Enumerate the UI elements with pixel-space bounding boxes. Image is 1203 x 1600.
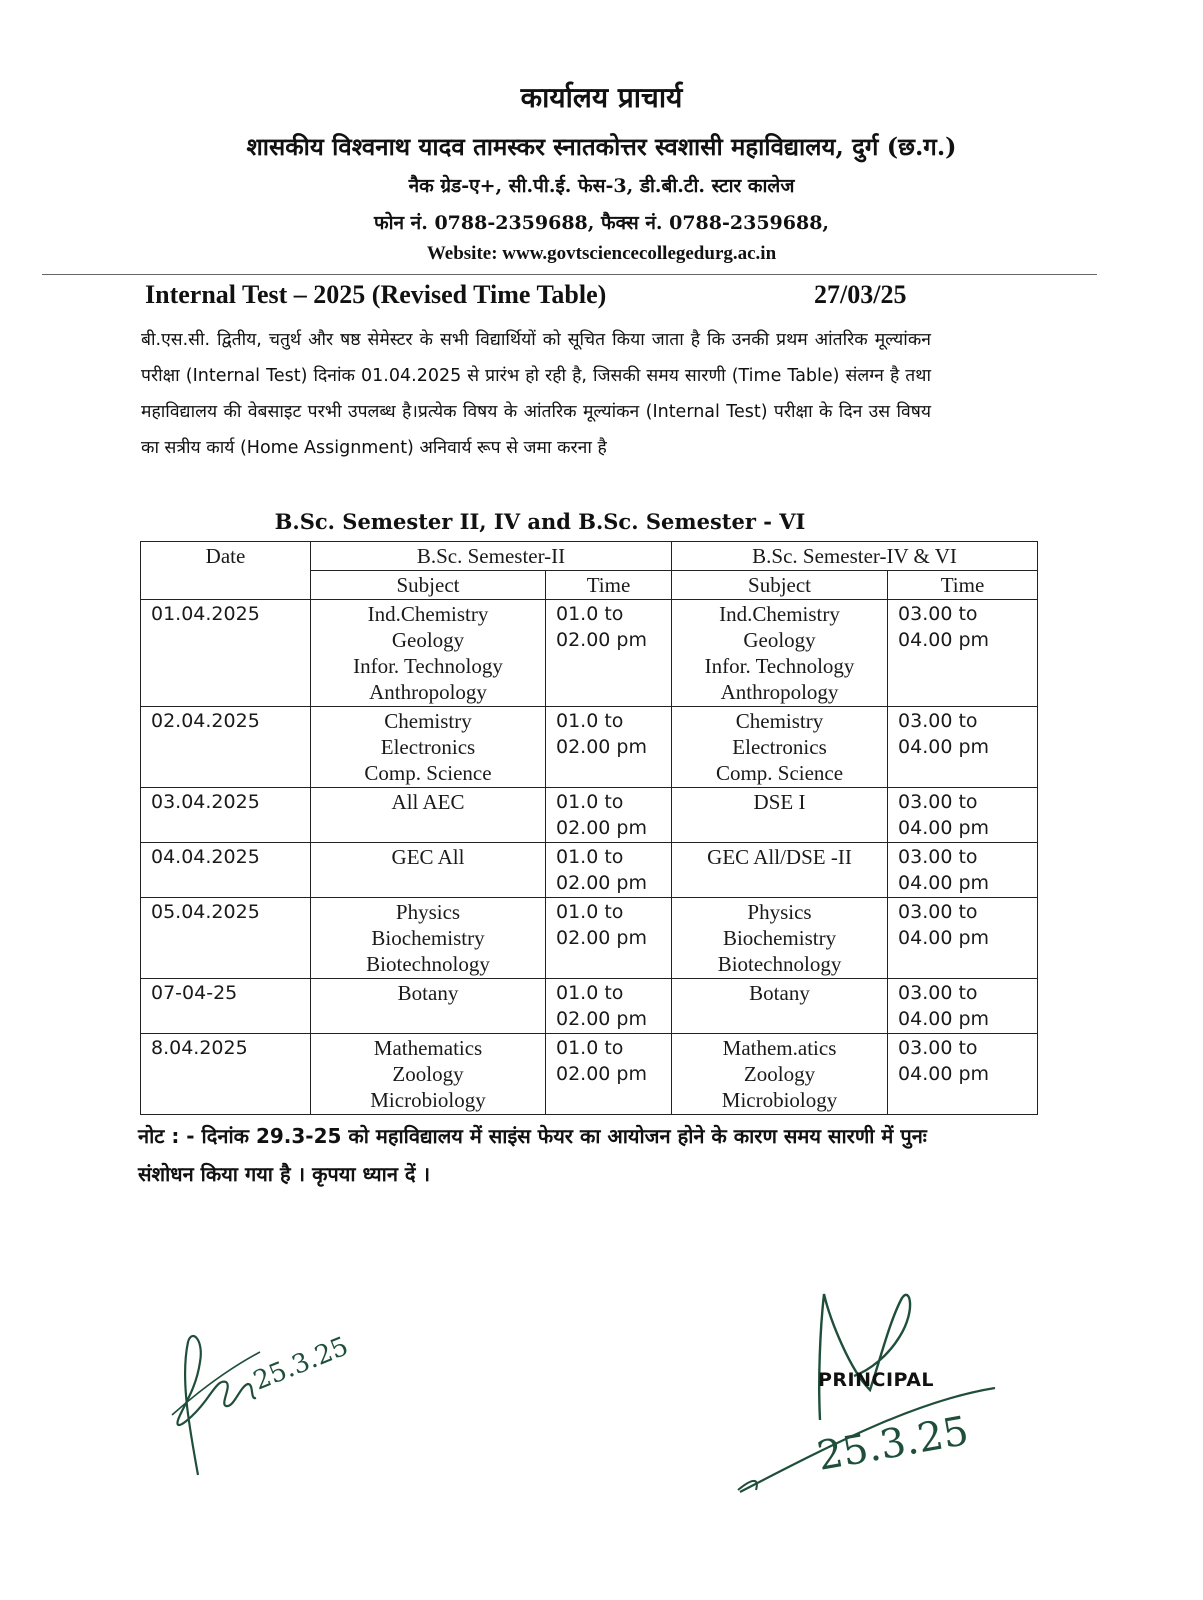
- row-date: 01.04.2025: [141, 600, 311, 707]
- college-name: शासकीय विश्वनाथ यादव तामस्कर स्नातकोत्तर स्वशासी महाविद्यालय, दुर्ग (छ.ग.): [246, 132, 957, 161]
- sem46-subjects-line: Infor. Technology: [704, 654, 855, 678]
- sem46-time-line: 04.00 pm: [898, 872, 990, 894]
- sem2-subjects-line: Biochemistry: [371, 926, 485, 950]
- sem46-time-line: 03.00 to: [898, 846, 978, 868]
- test-date: 27/03/25: [814, 280, 907, 309]
- sem2-time-line: 01.0 to: [556, 1037, 624, 1059]
- header-divider: [42, 274, 1097, 275]
- sem2-subjects-line: All AEC: [391, 790, 465, 814]
- sem46-subjects-line: Comp. Science: [715, 761, 844, 785]
- sem2-subjects-line: GEC All: [391, 845, 465, 869]
- sem46-subjects-line: Botany: [749, 981, 810, 1005]
- sem2-subjects: [311, 979, 546, 1034]
- sem46-subjects: [672, 898, 888, 979]
- sem2-time-line: 01.0 to: [556, 603, 624, 625]
- sem2-time-line: 01.0 to: [556, 982, 624, 1004]
- sem46-subjects-line: Electronics: [732, 735, 827, 759]
- sem2-time: [546, 600, 672, 707]
- sem2-time-line: 02.00 pm: [556, 817, 648, 839]
- left-signature-date: 25.3.25: [249, 1331, 353, 1397]
- sem2-time: [546, 788, 672, 843]
- time-table-body: [141, 600, 1038, 1115]
- sem46-time: [888, 707, 1038, 788]
- left-signature: [160, 1320, 390, 1490]
- sem2-subjects-line: Physics: [395, 900, 461, 924]
- sem46-time: [888, 600, 1038, 707]
- header-sem2-time: Time: [546, 571, 672, 600]
- sem46-subjects: [672, 788, 888, 843]
- sem2-subjects-line: Geology: [391, 628, 465, 652]
- row-date: 03.04.2025: [141, 788, 311, 843]
- sem2-subjects-line: Comp. Science: [364, 761, 492, 785]
- sem2-subjects: [311, 843, 546, 898]
- sem46-time: [888, 898, 1038, 979]
- sem2-time-line: 02.00 pm: [556, 629, 648, 651]
- sem2-subjects: [311, 788, 546, 843]
- sem46-subjects: [672, 843, 888, 898]
- header-sem46-subject: Subject: [672, 571, 888, 600]
- header-sem46: B.Sc. Semester-IV & VI: [672, 542, 1038, 571]
- principal-signature: [720, 1280, 1040, 1510]
- sem46-subjects-line: Microbiology: [721, 1088, 838, 1112]
- accreditation-line: नैक ग्रेड-ए+, सी.पी.ई. फेस-3, डी.बी.टी. स्टार कालेज: [408, 175, 795, 197]
- sem46-time: [888, 788, 1038, 843]
- sem46-time: [888, 843, 1038, 898]
- sem2-subjects-line: Ind.Chemistry: [367, 602, 489, 626]
- contact-line: फोन नं. 0788-2359688, फैक्स नं. 0788-2359688,: [373, 212, 830, 234]
- table-row: [141, 600, 1038, 707]
- sem2-time-line: 02.00 pm: [556, 1008, 648, 1030]
- sem46-time-line: 04.00 pm: [898, 817, 990, 839]
- sem2-subjects-line: Anthropology: [369, 680, 487, 704]
- table-row: [141, 1034, 1038, 1115]
- time-table: [140, 541, 1038, 1115]
- sem46-time-line: 03.00 to: [898, 603, 978, 625]
- sem46-subjects-line: Physics: [747, 900, 812, 924]
- sem2-subjects-line: Biotechnology: [366, 952, 490, 976]
- sem2-subjects-line: Botany: [397, 981, 459, 1005]
- sem2-subjects: [311, 600, 546, 707]
- sem46-time-line: 03.00 to: [898, 982, 978, 1004]
- table-heading: B.Sc. Semester II, IV and B.Sc. Semester - VI: [274, 509, 806, 534]
- sem46-subjects-line: Geology: [743, 628, 816, 652]
- sem2-time: [546, 898, 672, 979]
- website-line: Website: www.govtsciencecollegedurg.ac.in: [426, 243, 777, 264]
- sem2-subjects: [311, 707, 546, 788]
- sem46-time-line: 03.00 to: [898, 791, 978, 813]
- sem46-time-line: 03.00 to: [898, 901, 978, 923]
- sem46-subjects-line: GEC All/DSE -II: [707, 845, 852, 869]
- header-sem46-time: Time: [888, 571, 1038, 600]
- sem46-time: [888, 979, 1038, 1034]
- office-title: कार्यालय प्राचार्य: [520, 81, 683, 114]
- sem2-subjects-line: Microbiology: [370, 1088, 486, 1112]
- sem2-time-line: 02.00 pm: [556, 736, 648, 758]
- sem46-time-line: 04.00 pm: [898, 736, 990, 758]
- sem2-time-line: 01.0 to: [556, 846, 624, 868]
- row-date: 8.04.2025: [141, 1034, 311, 1115]
- test-title: Internal Test – 2025 (Revised Time Table): [145, 280, 607, 309]
- sem46-subjects-line: Zoology: [743, 1062, 816, 1086]
- row-date: 02.04.2025: [141, 707, 311, 788]
- sem46-subjects-line: Biochemistry: [722, 926, 837, 950]
- header-date: Date: [141, 542, 311, 600]
- table-row: [141, 843, 1038, 898]
- sem46-subjects: [672, 600, 888, 707]
- sem2-subjects-line: Mathematics: [373, 1036, 483, 1060]
- sem46-subjects: [672, 1034, 888, 1115]
- revision-note: नोट : - दिनांक 29.3-25 को महाविद्यालय में साइंस फेयर का आयोजन होने के कारण समय सारणी में पुनः संशोधन किया गया है । कृपया ध्यान दें ।: [138, 1124, 927, 1186]
- sem2-time-line: 02.00 pm: [556, 872, 648, 894]
- sem2-time-line: 01.0 to: [556, 791, 624, 813]
- table-row: [141, 979, 1038, 1034]
- sem46-subjects-line: Mathem.atics: [722, 1036, 837, 1060]
- sem46-subjects-line: Anthropology: [720, 680, 839, 704]
- sem46-subjects-line: Biotechnology: [717, 952, 842, 976]
- sem2-subjects-line: Zoology: [392, 1062, 464, 1086]
- sem2-time: [546, 979, 672, 1034]
- notice-paragraph: बी.एस.सी. द्वितीय, चतुर्थ और षष्ठ सेमेस्टर के सभी विद्यार्थियों को सूचित किया जाता है कि उनकी प्रथम आंतरिक मूल्यांकन परीक्षा (Internal Test) दिनांक 01.04.2025 से प्रारंभ हो रही है, जिसकी समय सारणी (Time Table) संलग्न है तथा महाविद्यालय की वेबसाइट परभी उपलब्ध है।प्रत्येक विषय के आंतरिक मूल्यांकन (Internal Test) परीक्षा के दिन उस विषय का सत्रीय कार्य (Home Assignment) अनिवार्य रूप से जमा करना है: [141, 330, 931, 458]
- sem46-subjects-line: Ind.Chemistry: [719, 602, 840, 626]
- sem46-time: [888, 1034, 1038, 1115]
- table-row: [141, 898, 1038, 979]
- sem46-time-line: 04.00 pm: [898, 1063, 990, 1085]
- principal-signature-date: 25.3.25: [813, 1408, 973, 1480]
- sem2-time: [546, 1034, 672, 1115]
- sem2-time-line: 02.00 pm: [556, 1063, 648, 1085]
- sem46-subjects: [672, 707, 888, 788]
- sem46-time-line: 04.00 pm: [898, 927, 990, 949]
- sem46-time-line: 04.00 pm: [898, 629, 990, 651]
- sem46-time-line: 03.00 to: [898, 1037, 978, 1059]
- sem2-subjects-line: Electronics: [380, 735, 476, 759]
- sem2-time: [546, 707, 672, 788]
- row-date: 07-04-25: [141, 979, 311, 1034]
- row-date: 04.04.2025: [141, 843, 311, 898]
- sem46-subjects-line: Chemistry: [735, 709, 824, 733]
- principal-label: PRINCIPAL: [818, 1369, 935, 1391]
- sem2-time-line: 01.0 to: [556, 710, 624, 732]
- sem46-time-line: 03.00 to: [898, 710, 978, 732]
- sem2-time-line: 02.00 pm: [556, 927, 648, 949]
- row-date: 05.04.2025: [141, 898, 311, 979]
- table-row: [141, 788, 1038, 843]
- sem2-time: [546, 843, 672, 898]
- sem2-subjects: [311, 898, 546, 979]
- sem46-subjects-line: DSE I: [753, 790, 806, 814]
- header-sem2: B.Sc. Semester-II: [311, 542, 672, 571]
- sem46-time-line: 04.00 pm: [898, 1008, 990, 1030]
- sem46-subjects: [672, 979, 888, 1034]
- sem2-subjects: [311, 1034, 546, 1115]
- sem2-time-line: 01.0 to: [556, 901, 624, 923]
- header-sem2-subject: Subject: [311, 571, 546, 600]
- sem2-subjects-line: Chemistry: [384, 709, 472, 733]
- table-row: [141, 707, 1038, 788]
- sem2-subjects-line: Infor. Technology: [353, 654, 503, 678]
